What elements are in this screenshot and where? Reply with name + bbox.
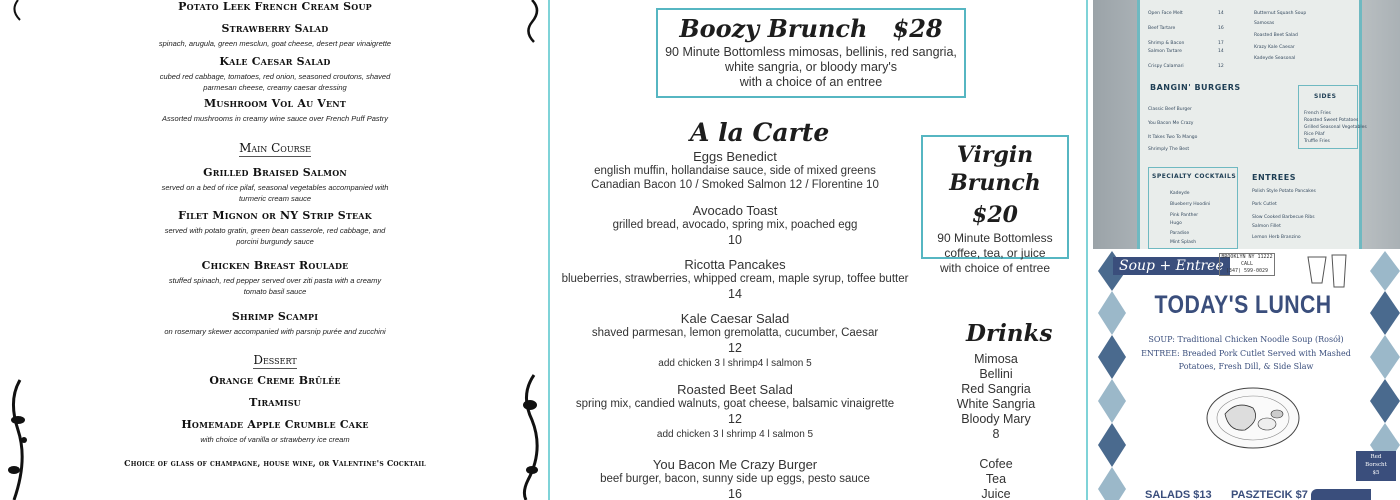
starter-item xyxy=(90,0,460,13)
drink-item: Mimosa xyxy=(974,352,1018,366)
menu-line: Kadeyde Seasonal xyxy=(1254,56,1296,61)
main-item xyxy=(90,310,460,337)
item-desc: cubed red cabbage, tomatoes, red onion, seasoned croutons, shaved parmesan cheese, creamy caesar dressing xyxy=(159,72,391,92)
virgin-brunch-desc: 90 Minute Bottomless coffee, tea, or juice with choice of entree xyxy=(937,231,1053,275)
main-item xyxy=(90,259,460,297)
dish-item xyxy=(560,257,910,302)
boozy-brunch-desc: 90 Minute Bottomless mimosas, bellinis, red sangria, white sangria, or bloody mary's with a choice of an entree xyxy=(665,45,957,89)
dish-name: Eggs Benedict xyxy=(693,149,777,164)
menu-photo-panel xyxy=(1093,0,1400,249)
salads-price: SALADS $13 xyxy=(1145,489,1212,500)
drinks-heading: Drinks xyxy=(966,320,1053,347)
item-desc: served on a bed of rice pilaf, seasonal vegetables accompanied with turmeric cream sauce xyxy=(161,183,389,203)
dish-name: You Bacon Me Crazy Burger xyxy=(652,457,818,472)
dish-desc: spring mix, candied walnuts, goat cheese, balsamic vinaigrette xyxy=(575,398,895,410)
dish-price: 12 xyxy=(728,341,742,355)
dish-desc: english muffin, hollandaise sauce, side of mixed greens xyxy=(594,165,876,177)
menu-line: Paradise xyxy=(1170,231,1190,236)
item-name: Mushroom Vol Au Vent xyxy=(204,97,346,110)
menu-price: 12 xyxy=(1218,64,1224,69)
item-desc: on rosemary skewer accompanied with parsnip purée and zucchini xyxy=(164,327,386,336)
starter-item xyxy=(90,55,460,93)
vine-ornament-left-icon xyxy=(0,0,40,500)
drink-item: Tea xyxy=(985,472,1007,486)
pasztecik-price: PASZTECIK $7 xyxy=(1231,489,1308,500)
glasses-icon xyxy=(1298,253,1353,289)
main-item xyxy=(90,209,460,247)
item-name: Kale Caesar Salad xyxy=(219,55,331,68)
starter-item xyxy=(90,22,460,49)
address-card: BROOKLYN NY 11222 CALL (347) 599-0029 xyxy=(1219,253,1275,276)
dish-addons: add chicken 3 l shrimp4 l salmon 5 xyxy=(658,358,812,369)
lunch-title: TODAY'S LUNCH xyxy=(1154,291,1332,319)
menu-line: Truffle Fries xyxy=(1304,139,1330,144)
menu-line: Samosas xyxy=(1254,21,1275,26)
menu-line: Salmon Fillet xyxy=(1252,224,1281,229)
drink-item: Bellini xyxy=(979,367,1013,381)
alacarte-heading: A la Carte xyxy=(690,118,830,147)
sides-heading: SIDES xyxy=(1314,93,1337,100)
dish-item xyxy=(560,149,910,192)
menu-line: Classic Beef Burger xyxy=(1148,107,1192,112)
dish-item xyxy=(560,203,910,248)
item-desc: Assorted mushrooms in creamy wine sauce over French Puff Pastry xyxy=(162,114,388,123)
item-name: Tiramisu xyxy=(249,396,301,409)
menu-line: Blueberry Hoodini xyxy=(1170,202,1211,207)
boozy-brunch-title: Boozy Brunch $28 xyxy=(679,14,943,43)
dish-desc: blueberries, strawberries, whipped cream, maple syrup, toffee butter xyxy=(561,273,909,285)
item-name: Homemade Apple Crumble Cake xyxy=(181,418,369,431)
menu-line: Butternut Squash Soup xyxy=(1254,11,1307,16)
dish-desc: beef burger, bacon, sunny side up eggs, pesto sauce xyxy=(600,473,870,485)
menu-line: Grilled Seasonal Vegetables xyxy=(1304,125,1367,130)
dish-item xyxy=(560,457,910,500)
menu-line: Krazy Kale Caesar xyxy=(1254,45,1295,50)
virgin-brunch-title: Virgin Brunch xyxy=(949,142,1041,196)
harlequin-pattern-left-icon xyxy=(1098,251,1126,500)
item-name: Orange Creme Brûlée xyxy=(209,374,341,387)
menu-price: 17 xyxy=(1218,41,1224,46)
main-item xyxy=(90,166,460,204)
item-name: Shrimp Scampi xyxy=(231,310,319,323)
menu-price: 14 xyxy=(1218,49,1224,54)
borscht-tag: Red Borscht $5 xyxy=(1356,451,1396,481)
menu-line: Pink Panther xyxy=(1170,213,1199,218)
menu-line: Roasted Sweet Potatoes xyxy=(1304,118,1359,123)
dish-desc: shaved parmesan, lemon gremolatta, cucumber, Caesar xyxy=(591,327,879,339)
item-name: Filet Mignon or NY Strip Steak xyxy=(178,209,372,222)
menu-line: Open Face Melt xyxy=(1148,11,1183,16)
dish-item xyxy=(560,311,910,371)
menu-line: French Fries xyxy=(1304,111,1331,116)
menu-line: Shrimp & Bacon xyxy=(1148,41,1185,46)
dish-price: 12 xyxy=(728,412,742,426)
item-name: Strawberry Salad xyxy=(221,22,329,35)
virgin-brunch-box xyxy=(921,135,1069,275)
menu-line: Beef Tartare xyxy=(1148,26,1176,31)
soup-entree-badge: Soup + Entree xyxy=(1113,257,1230,275)
drink-item: Juice xyxy=(981,487,1011,500)
dessert-item xyxy=(90,374,460,387)
menu-price: 16 xyxy=(1218,26,1224,31)
menu-line: Mint Splash xyxy=(1170,240,1197,245)
menu-line: Lemon Herb Branzino xyxy=(1252,235,1301,240)
entrees-heading: ENTREES xyxy=(1252,173,1296,182)
dessert-item xyxy=(90,396,460,409)
dish-desc: grilled bread, avocado, spring mix, poached egg xyxy=(612,219,858,231)
dish-name: Roasted Beet Salad xyxy=(677,382,793,397)
menu-board xyxy=(1137,0,1367,249)
dish-name: Kale Caesar Salad xyxy=(680,311,790,326)
dish-price: 14 xyxy=(728,287,742,301)
item-name: Grilled Braised Salmon xyxy=(203,166,347,179)
boozy-brunch-box xyxy=(656,8,966,98)
menu-line: Shrimply The Best xyxy=(1148,147,1190,152)
menu-line: Hugo xyxy=(1170,221,1182,226)
plate-illustration-icon xyxy=(1203,384,1303,452)
menu-line: It Takes Two To Mango xyxy=(1148,135,1198,140)
virgin-brunch-price: $20 xyxy=(972,202,1018,228)
brunch-menu-panel xyxy=(548,0,1088,500)
dessert-heading: Dessert xyxy=(253,353,297,367)
menu-price: 14 xyxy=(1218,11,1224,16)
menu-line: Kadeyde xyxy=(1170,191,1190,196)
entree-text: ENTREE: Breaded Pork Cutlet Served with Mashed Potatoes, Fresh Dill, & Side Slaw xyxy=(1141,349,1351,371)
menu-line: You Bacon Me Crazy xyxy=(1148,121,1194,126)
menu-line: Pork Cutlet xyxy=(1252,202,1277,207)
starter-item xyxy=(90,97,460,124)
drink-item: Red Sangria xyxy=(961,382,1031,396)
menu-line: Roasted Beet Salad xyxy=(1254,33,1298,38)
valentine-menu-panel xyxy=(0,0,547,500)
item-name: Chicken Breast Roulade xyxy=(201,259,349,272)
main-course-heading: Main Course xyxy=(239,141,311,155)
corner-decoration xyxy=(1311,489,1371,500)
menu-line: Crispy Calamari xyxy=(1148,64,1184,69)
item-desc: served with potato gratin, green bean casserole, red cabbage, and porcini burgundy sauce xyxy=(164,226,386,246)
menu-line: Polish Style Potato Pancakes xyxy=(1252,189,1316,194)
burgers-heading: BANGIN' BURGERS xyxy=(1150,83,1241,92)
cocktails-heading: SPECIALTY COCKTAILS xyxy=(1152,173,1237,180)
menu-line: Salmon Tartare xyxy=(1148,49,1182,54)
item-desc: spinach, arugula, green mesclun, goat cheese, desert pear vinaigrette xyxy=(158,39,392,48)
item-desc: with choice of vanilla or strawberry ice cream xyxy=(200,435,350,444)
soup-text: SOUP: Traditional Chicken Noodle Soup (Rosół) xyxy=(1148,335,1344,344)
lunch-board-panel xyxy=(1093,251,1400,500)
dish-name: Avocado Toast xyxy=(692,203,778,218)
menu-line: Rice Pilaf xyxy=(1304,132,1325,137)
dish-item xyxy=(560,382,910,442)
dessert-item xyxy=(90,418,460,445)
menu-line: Slow Cooked Barbecue Ribs xyxy=(1252,215,1315,220)
footer-text: Choice of glass of champagne, house wine, or Valentine's Cocktail xyxy=(124,458,426,468)
vine-ornament-right-icon xyxy=(510,0,547,500)
dish-price: Canadian Bacon 10 / Smoked Salmon 12 / Florentine 10 xyxy=(591,179,879,191)
item-desc: stuffed spinach, red pepper served over ziti pasta with a creamy tomato basil sauce xyxy=(168,276,382,296)
drink-item: White Sangria xyxy=(956,397,1036,411)
dish-addons: add chicken 3 l shrimp 4 l salmon 5 xyxy=(656,429,814,440)
drink-item: Bloody Mary xyxy=(961,412,1031,426)
dish-price: 16 xyxy=(728,487,742,500)
drink-item: Cofee xyxy=(979,457,1013,471)
item-name: Potato Leek French Cream Soup xyxy=(178,0,372,13)
dish-name: Ricotta Pancakes xyxy=(684,257,786,272)
dish-price: 10 xyxy=(728,233,742,247)
drink-price: 8 xyxy=(992,427,1000,441)
menu-footer xyxy=(90,458,460,468)
